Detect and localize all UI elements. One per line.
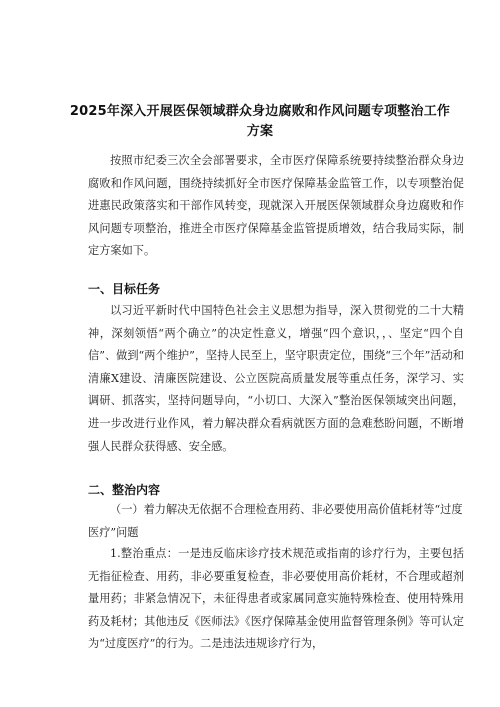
section1-heading: 一、目标任务 xyxy=(88,282,161,296)
document-title-line2: 方案 xyxy=(246,124,274,139)
section2-heading: 二、整治内容 xyxy=(88,483,161,497)
section2-subheading1: （一）着力解决无依据不合理检查用药、非必要使用高价值耗材等“过度医疗”问题 xyxy=(88,503,463,539)
section2-item1-paragraph: 1.整治重点：一是违反临床诊疗技术规范或指南的诊疗行为，主要包括无指征检查、用药，非必要重复检查，非必要使用高价耗材，不合理或超剂量用药；非紧急情况下，未征得患者或家属同意实施特殊检查、使用特殊用药及耗材；其他违反《医师法》《医疗保障基金使用监督管理条例》等可认定为“过度医疗”的行为。二是违法违规诊疗行为， xyxy=(88,547,464,651)
document-title-line1: 2025年深入开展医保领域群众身边腐败和作风问题专项整治工作 xyxy=(69,104,451,119)
intro-paragraph: 按照市纪委三次全会部署要求，全市医疗保障系统要持续整治群众身边腐败和作风问题，围绕持续抓好全市医疗保障基金监管工作，以专项整治促进惠民政策落实和干部作风转变，现就深入开展医保领域群众身边腐败和作风问题专项整治，推进全市医疗保障基金监管提质增效，结合我局实际，制定方案如下。 xyxy=(88,154,464,258)
section1-paragraph: 以习近平新时代中国特色社会主义思想为指导，深入贯彻党的二十大精神，深刻领悟“两个确立”的决定性意义，增强“四个意识，，、坚定“四个自信”、做到“两个维护”，坚持人民至上，坚守职责定位，围绕“三个年”活动和清廉X建设、清廉医院建设、公立医院高质量发展等重点任务，深学习、实调研、抓落实，坚持问题导向，“小切口、大深入”整治医保领域突出问题，进一步改进行业作风，着力解决群众看病就医方面的急难愁盼问题，不断增强人民群众获得感、安全感。 xyxy=(88,304,464,453)
